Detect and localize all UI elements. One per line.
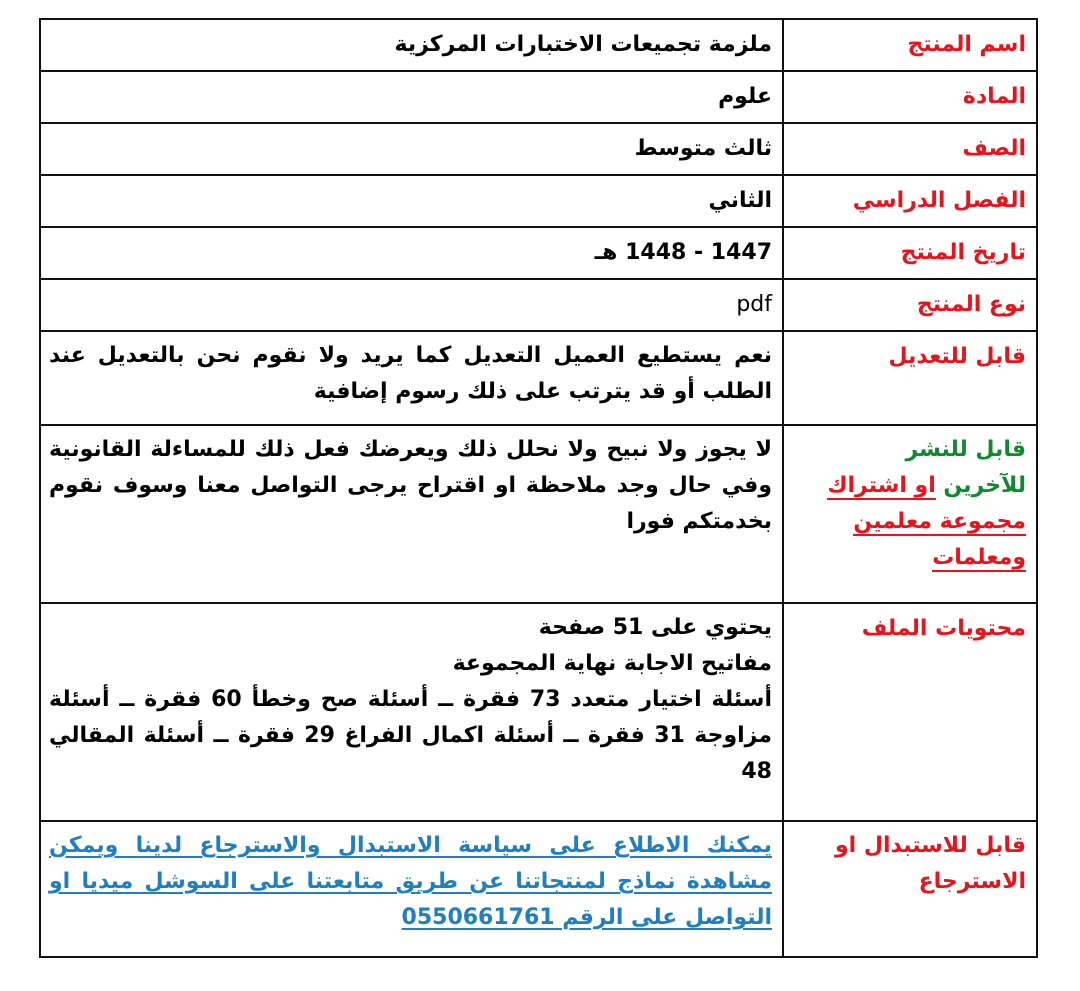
table-row: [40, 227, 1037, 279]
product-type-label: نوع المنتج: [783, 279, 1037, 331]
product-name-label: اسم المنتج: [783, 19, 1037, 71]
product-date-label: تاريخ المنتج: [783, 227, 1037, 279]
publish-label-block: [790, 426, 1026, 576]
table-row: [40, 331, 1037, 425]
publish-label-part2: للآخرين: [943, 473, 1026, 498]
table-row: [40, 425, 1037, 603]
product-name-value: ملزمة تجميعات الاختبارات المركزية: [40, 19, 783, 71]
subject-value: علوم: [40, 71, 783, 123]
semester-label: الفصل الدراسي: [783, 175, 1037, 227]
exchange-label-text: قابل للاستبدال او الاسترجاع: [835, 833, 1026, 894]
publish-label-part3: او اشتراك: [827, 473, 936, 498]
contents-value: [40, 603, 783, 821]
table-row: [40, 821, 1037, 957]
publish-label-part1: قابل للنشر: [905, 437, 1026, 462]
contents-label: محتويات الملف: [783, 603, 1037, 821]
contents-line-answers: مفاتيح الاجابة نهاية المجموعة: [452, 651, 772, 676]
grade-label: الصف: [783, 123, 1037, 175]
exchange-label: [783, 821, 1037, 957]
publish-label-part4: مجموعة معلمين ومعلمات: [853, 509, 1026, 570]
table-row: [40, 279, 1037, 331]
grade-value: ثالث متوسط: [40, 123, 783, 175]
editable-label: قابل للتعديل: [783, 331, 1037, 425]
contents-line-questions: أسئلة اختيار متعدد 73 فقرة ــ أسئلة صح وخطأ 60 فقرة ــ أسئلة مزاوجة 31 فقرة ــ أسئلة اكمال الفراغ 29 فقرة ــ أسئلة المقالي 48: [49, 687, 772, 784]
editable-value: نعم يستطيع العميل التعديل كما يريد ولا نقوم نحن بالتعديل عند الطلب أو قد يترتب على ذلك رسوم إضافية: [40, 331, 783, 425]
publish-label: [783, 425, 1037, 603]
publish-value: لا يجوز ولا نبيح ولا نحلل ذلك ويعرضك فعل ذلك للمساءلة القانونية وفي حال وجد ملاحظة او اقتراح يرجى التواصل معنا وسوف نقوم بخدمتكم فورا: [40, 425, 783, 603]
table-row: [40, 19, 1037, 71]
product-info-sheet: [39, 18, 1038, 958]
subject-label: المادة: [783, 71, 1037, 123]
table-row: [40, 175, 1037, 227]
product-info-table: [39, 18, 1038, 958]
product-type-text: pdf: [736, 292, 772, 317]
contents-line-pages: يحتوي على 51 صفحة: [538, 615, 772, 640]
exchange-value[interactable]: [40, 821, 783, 957]
semester-value: الثاني: [40, 175, 783, 227]
product-type-value: [40, 279, 783, 331]
product-date-value: 1447 - 1448 هـ: [40, 227, 783, 279]
table-row: [40, 123, 1037, 175]
table-row: [40, 71, 1037, 123]
table-row: [40, 603, 1037, 821]
exchange-policy-link[interactable]: يمكنك الاطلاع على سياسة الاستبدال والاسترجاع لدينا ويمكن مشاهدة نماذج لمنتجاتنا عن طريق متابعتنا على السوشل ميديا او التواصل على الرقم 0550661761: [49, 833, 772, 930]
